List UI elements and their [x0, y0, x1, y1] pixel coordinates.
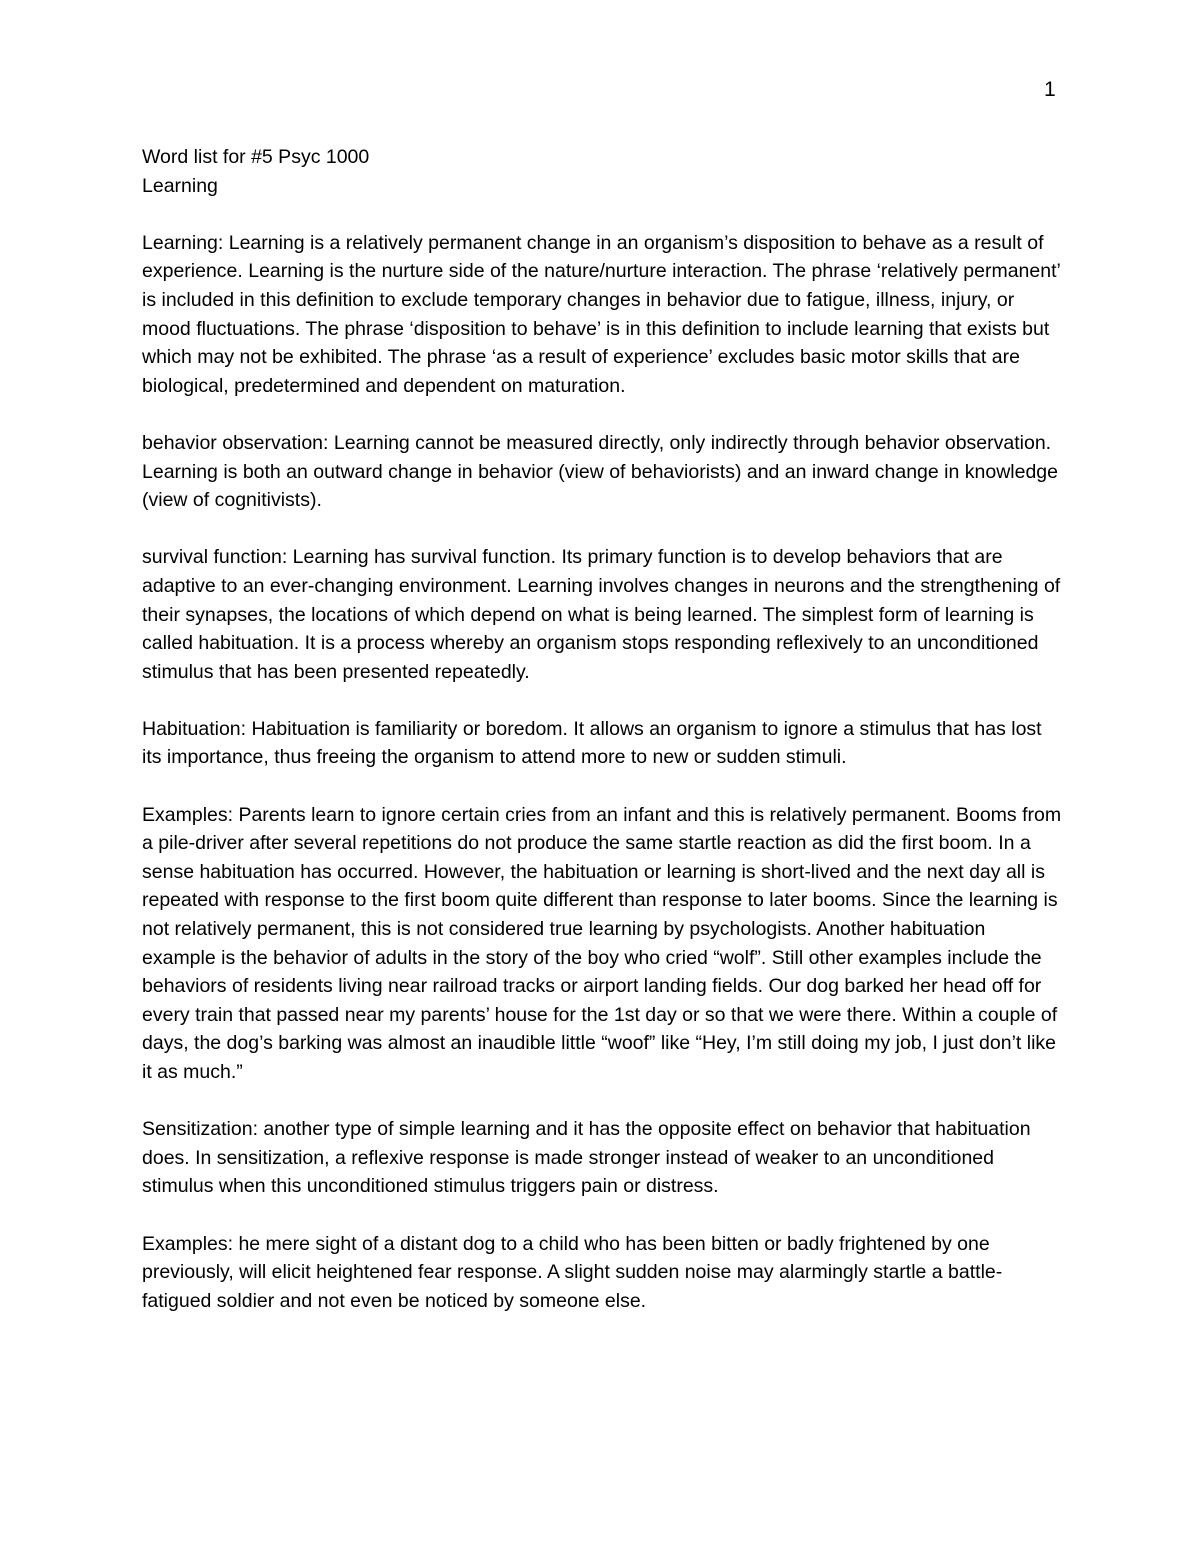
paragraph-survival-function: survival function: Learning has survival function. Its primary function is to develop behaviors that are adaptive to an ever-changing environment. Learning involves changes in neurons and the strengthening of their synapses, the locations of which depend on what is being learned. The simplest form of learning is called habituation. It is a process whereby an organism stops responding reflexively to an unconditioned stimulus that has been presented repeatedly.: [142, 546, 1061, 683]
paragraph-sensitization-examples: Examples: he mere sight of a distant dog to a child who has been bitten or badly frightened by one previously, will elicit heightened fear response. A slight sudden noise may alarmingly startle a battle-fatigued soldier and not even be noticed by someone else.: [142, 1232, 1003, 1312]
paragraph-habituation-examples: Examples: Parents learn to ignore certain cries from an infant and this is relatively permanent. Booms from a pile-driver after several repetitions do not produce the same startle reaction as did the first boom. In a sense habituation has occurred. However, the habituation or learning is short-lived and the next day all is repeated with response to the first boom quite different than response to later booms. Since the learning is not relatively permanent, this is not considered true learning by psychologists. Another habituation example is the behavior of adults in the story of the boy who cried “wolf”. Still other examples include the behaviors of residents living near railroad tracks or airport landing fields. Our dog barked her head off for every train that passed near my parents’ house for the 1st day or so that we were there. Within a couple of days, the dog’s barking was almost an inaudible little “woof” like “Hey, I’m still doing my job, I just don’t like it as much.”: [142, 803, 1062, 1083]
paragraph-behavior-observation: behavior observation: Learning cannot be measured directly, only indirectly through behavior observation. Learning is both an outward change in behavior (view of behaviorists) and an inward change in knowledge (view of cognitivists).: [142, 431, 1058, 512]
document-title: Word list for #5 Psyc 1000: [142, 146, 370, 168]
paragraph-habituation: Habituation: Habituation is familiarity or boredom. It allows an organism to ignore a stimulus that has lost its importance, thus freeing the organism to attend more to new or sudden stimuli.: [142, 717, 1042, 769]
document-body: [142, 143, 1062, 1315]
page-number: 1: [1044, 78, 1056, 101]
document-subtitle: Learning: [142, 174, 218, 197]
header-spacer: [142, 200, 1062, 229]
paragraph-learning: Learning: Learning is a relatively permanent change in an organism’s disposition to behave as a result of experience. Learning is the nurture side of the nature/nurture interaction. The phrase ‘relatively permanent’ is included in this definition to exclude temporary changes in behavior due to fatigue, illness, injury, or mood fluctuations. The phrase ‘disposition to behave’ is in this definition to include learning that exists but which may not be exhibited. The phrase ‘as a result of experience’ excludes basic motor skills that are biological, predetermined and dependent on maturation.: [142, 231, 1061, 397]
paragraph-sensitization: Sensitization: another type of simple learning and it has the opposite effect on behavior that habituation does. In sensitization, a reflexive response is made stronger instead of weaker to an unconditioned stimulus when this unconditioned stimulus triggers pain or distress.: [142, 1118, 1031, 1198]
